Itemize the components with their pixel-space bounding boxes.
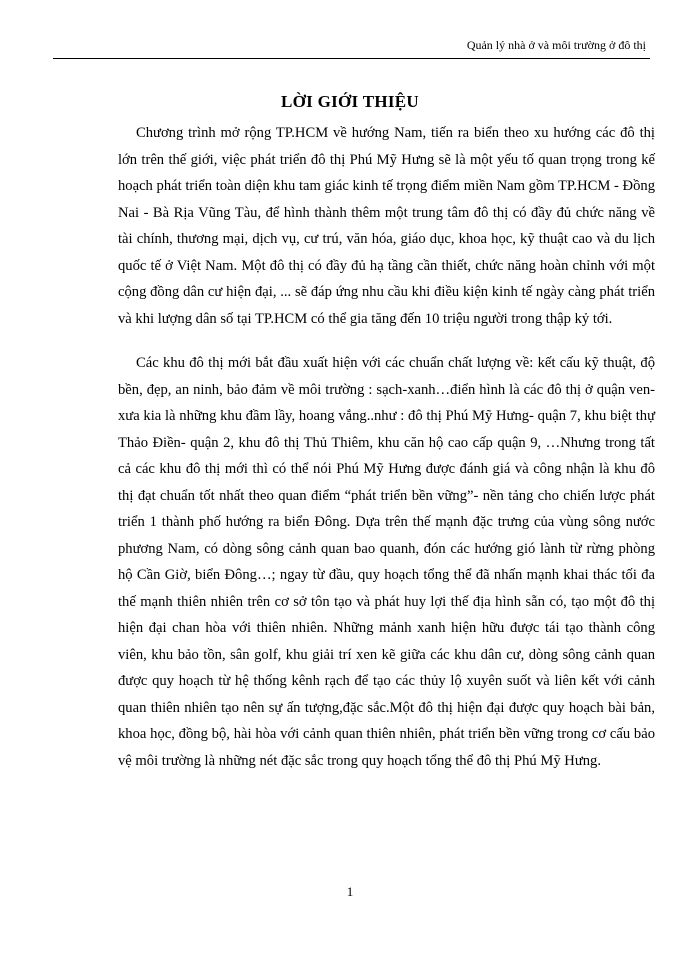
- paragraph-introduction: Chương trình mở rộng TP.HCM về hướng Nam, tiến ra biển theo xu hướng các đô thị lớn trên thế giới, việc phát triển đô thị Phú Mỹ Hưng sẽ là một yếu tố quan trọng trong kế hoạch phát triển toàn diện khu tam giác kinh tế trọng điểm miền Nam gồm TP.HCM - Đồng Nai - Bà Rịa Vũng Tàu, để hình thành thêm một trung tâm đô thị có đầy đủ chức năng về tài chính, thương mại, dịch vụ, cư trú, văn hóa, giáo dục, khoa học, kỹ thuật cao và du lịch quốc tế ở Việt Nam. Một đô thị có đầy đủ hạ tầng cần thiết, chức năng hoàn chỉnh với một cộng đồng dân cư hiện đại, ... sẽ đáp ứng nhu cầu khi điều kiện kinh tế ngày càng phát triển và khi lượng dân số tại TP.HCM có thể gia tăng đến 10 triệu người trong thập kỷ tới.: [118, 125, 655, 327]
- page-title: LỜI GIỚI THIỆU: [280, 92, 420, 111]
- page-number: 1: [346, 884, 354, 899]
- paragraph-urban-areas: Các khu đô thị mới bắt đầu xuất hiện với các chuẩn chất lượng về: kết cấu kỹ thuật, độ bền, đẹp, an ninh, bảo đảm về môi trường : sạch-xanh…điển hình là các đô thị ở quận ven- xưa kia là những khu đầm lầy, hoang vắng..như : đô thị Phú Mỹ Hưng- quận 7, khu biệt thự Thảo Điền- quận 2, khu đô thị Thủ Thiêm, khu căn hộ cao cấp quận 9, …Nhưng trong tất cả các khu đô thị mới thì có thể nói Phú Mỹ Hưng được đánh giá và công nhận là khu đô thị đạt chuẩn tốt nhất theo quan điểm “phát triển bền vững”- nền tảng cho chiến lược phát triển 1 thành phố hướng ra biển Đông. Dựa trên thế mạnh đặc trưng của vùng sông nước phương Nam, có dòng sông cảnh quan bao quanh, đón các hướng gió lành từ rừng phòng hộ Cần Giờ, biển Đông…; ngay từ đầu, quy hoạch tổng thể đã nhấn mạnh khai thác tối đa thế mạnh thiên nhiên trên cơ sở tôn tạo và phát huy lợi thế địa hình sẵn có, tạo một đô thị hiện đại chan hòa với thiên nhiên. Những mảnh xanh hiện hữu được tái tạo thành công viên, khu bảo tồn, sân golf, khu giải trí xen kẽ giữa các khu dân cư, dòng sông cảnh quan được quy hoạch từ hệ thống kênh rạch để tạo các thủy lộ xuyên suốt và liên kết với cảnh quan thiên nhiên tạo nên sự ấn tượng,đặc sắc.Một đô thị hiện đại được quy hoạch bài bản, khoa học, đồng bộ, hài hòa với cảnh quan thiên nhiên, phát triển bền vững trong cơ cấu bảo vệ môi trường là những nét đặc sắc trong quy hoạch tổng thể đô thị Phú Mỹ Hưng.: [118, 355, 655, 769]
- running-header: Quản lý nhà ở và môi trường ở đô thị: [466, 38, 646, 52]
- header-divider: [53, 58, 650, 59]
